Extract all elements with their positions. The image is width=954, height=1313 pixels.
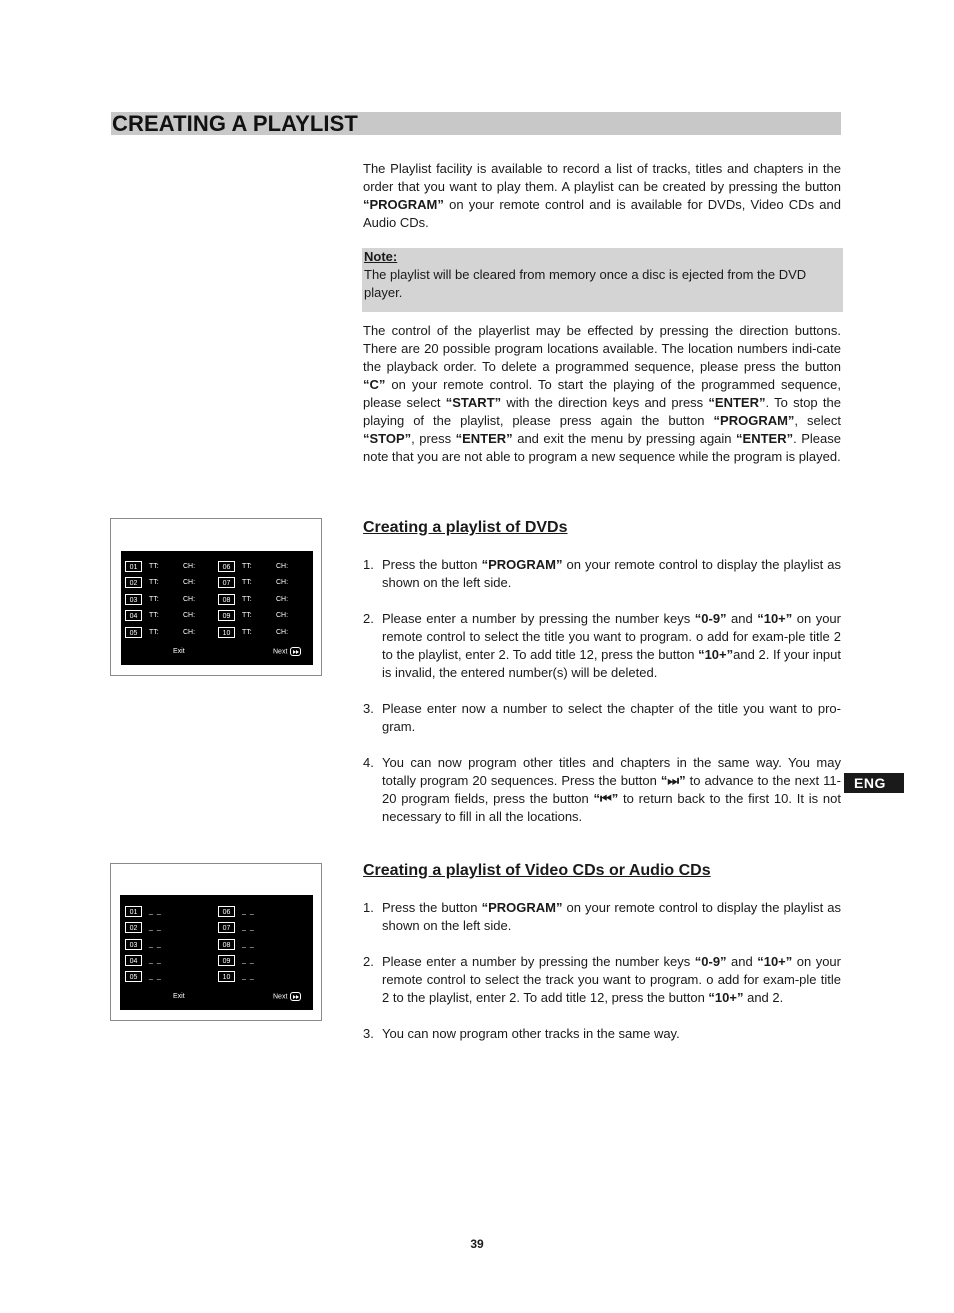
empty-entry: _ _ bbox=[149, 908, 162, 915]
vcd-step bbox=[363, 1025, 841, 1043]
step-term: “0-9” bbox=[694, 611, 727, 626]
tt-label: TT: bbox=[242, 579, 252, 586]
ch-label: CH: bbox=[183, 612, 196, 619]
control-term-c: “C” bbox=[363, 377, 386, 392]
control-text-1: The control of the playerlist may be effected by pressing the direction buttons. There are 20 possible program locations available. The location numbers indi-cate the playback order. To delete a programmed sequence, please press the button bbox=[363, 323, 841, 374]
control-text-6: , press bbox=[411, 431, 456, 446]
slot-number: 02 bbox=[125, 922, 142, 933]
step-term: “0-9” bbox=[694, 954, 727, 969]
next-icon bbox=[290, 647, 301, 656]
step-number: 3. bbox=[363, 1026, 374, 1041]
screen-next bbox=[273, 647, 301, 656]
ch-label: CH: bbox=[183, 629, 196, 636]
empty-entry: _ _ bbox=[242, 924, 255, 931]
dvd-step bbox=[363, 610, 841, 682]
slot-number: 01 bbox=[125, 906, 142, 917]
intro-text: The Playlist facility is available to record a list of tracks, titles and chapters in the order that you want to play them. A playlist can be created by pressing the button bbox=[363, 161, 841, 194]
dvd-playlist-screenshot bbox=[110, 518, 322, 676]
dvd-screen bbox=[121, 551, 313, 665]
screen-exit-label: Exit bbox=[173, 993, 185, 1000]
slot-number: 01 bbox=[125, 561, 142, 572]
intro-text-end: on your remote control and is available for DVDs, Video CDs and Audio CDs. bbox=[363, 197, 841, 230]
intro-paragraph bbox=[363, 160, 841, 232]
note-text: The playlist will be cleared from memory once a disc is ejected from the DVD player. bbox=[364, 267, 807, 300]
empty-entry: _ _ bbox=[149, 924, 162, 931]
step-text: Please enter a number by pressing the number keys bbox=[382, 611, 695, 626]
ch-label: CH: bbox=[183, 596, 196, 603]
control-term-stop: “STOP” bbox=[363, 431, 412, 446]
slot-number: 05 bbox=[125, 627, 142, 638]
tt-label: TT: bbox=[242, 629, 252, 636]
control-text-8: . Please note that you are not able to program a new sequence while the program is played. bbox=[363, 431, 841, 464]
ch-label: CH: bbox=[276, 612, 289, 619]
step-number: 3. bbox=[363, 701, 374, 716]
tt-label: TT: bbox=[242, 596, 252, 603]
title-bar bbox=[111, 112, 841, 135]
dvd-steps bbox=[363, 556, 841, 844]
step-text: on your remote control to display the playlist as shown on the left side. bbox=[382, 900, 841, 933]
ch-label: CH: bbox=[276, 579, 289, 586]
vcd-step bbox=[363, 953, 841, 1007]
step-number: 2. bbox=[363, 954, 374, 969]
step-term: “10+” bbox=[757, 954, 793, 969]
ch-label: CH: bbox=[276, 596, 289, 603]
empty-entry: _ _ bbox=[242, 941, 255, 948]
note-title: Note: bbox=[364, 249, 398, 264]
tt-label: TT: bbox=[242, 563, 252, 570]
tt-label: TT: bbox=[149, 596, 159, 603]
screen-exit-label: Exit bbox=[173, 648, 185, 655]
ch-label: CH: bbox=[183, 563, 196, 570]
slot-number: 06 bbox=[218, 561, 235, 572]
step-term: “⏭” bbox=[660, 773, 686, 788]
step-term: “PROGRAM” bbox=[481, 900, 563, 915]
control-paragraph bbox=[363, 322, 841, 466]
step-term: “10+” bbox=[757, 611, 793, 626]
step-text: and 2. bbox=[743, 990, 784, 1005]
control-text-3: with the direction keys and press bbox=[501, 395, 709, 410]
step-text: Press the button bbox=[382, 900, 482, 915]
step-text: and bbox=[726, 954, 758, 969]
ch-label: CH: bbox=[183, 579, 196, 586]
dvd-section-heading: Creating a playlist of DVDs bbox=[363, 519, 568, 536]
empty-entry: _ _ bbox=[242, 957, 255, 964]
language-tab: ENG bbox=[844, 773, 904, 793]
slot-number: 10 bbox=[218, 627, 235, 638]
tt-label: TT: bbox=[242, 612, 252, 619]
ch-label: CH: bbox=[276, 629, 289, 636]
slot-number: 08 bbox=[218, 939, 235, 950]
step-text: You can now program other tracks in the same way. bbox=[382, 1026, 680, 1041]
control-term-start: “START” bbox=[445, 395, 502, 410]
step-text: on your remote control to display the playlist as shown on the left side. bbox=[382, 557, 841, 590]
slot-number: 08 bbox=[218, 594, 235, 605]
dvd-step bbox=[363, 556, 841, 592]
next-icon bbox=[290, 992, 301, 1001]
slot-number: 09 bbox=[218, 955, 235, 966]
step-term: “⏮” bbox=[593, 791, 619, 806]
screen-next-label: Next bbox=[273, 648, 288, 656]
step-text: and 2. If your input is invalid, the entered number(s) will be deleted. bbox=[382, 647, 841, 680]
step-number: 1. bbox=[363, 557, 374, 572]
screen-next bbox=[273, 992, 301, 1001]
slot-number: 07 bbox=[218, 922, 235, 933]
vcd-screen bbox=[120, 895, 313, 1010]
slot-number: 10 bbox=[218, 971, 235, 982]
step-text: Please enter now a number to select the chapter of the title you want to pro-gram. bbox=[382, 701, 841, 734]
control-term-enter: “ENTER” bbox=[708, 395, 766, 410]
control-text-7: and exit the menu by pressing again bbox=[512, 431, 737, 446]
step-term: “10+” bbox=[698, 647, 734, 662]
tt-label: TT: bbox=[149, 612, 159, 619]
step-number: 1. bbox=[363, 900, 374, 915]
tt-label: TT: bbox=[149, 579, 159, 586]
empty-entry: _ _ bbox=[242, 973, 255, 980]
step-text: and bbox=[726, 611, 758, 626]
step-text: to advance to the next 11-20 program fields, press the button bbox=[382, 773, 841, 806]
step-text: Press the button bbox=[382, 557, 482, 572]
page-title: CREATING A PLAYLIST bbox=[112, 111, 358, 136]
slot-number: 07 bbox=[218, 577, 235, 588]
ch-label: CH: bbox=[276, 563, 289, 570]
control-term-enter-2: “ENTER” bbox=[455, 431, 513, 446]
slot-number: 03 bbox=[125, 594, 142, 605]
step-term: “10+” bbox=[708, 990, 744, 1005]
screen-next-label: Next bbox=[273, 993, 288, 1001]
tt-label: TT: bbox=[149, 629, 159, 636]
empty-entry: _ _ bbox=[149, 973, 162, 980]
control-text-2: on your remote control. To start the playing of the programmed sequence, please select bbox=[363, 377, 841, 410]
step-term: “PROGRAM” bbox=[481, 557, 563, 572]
slot-number: 04 bbox=[125, 610, 142, 621]
step-text: on your remote control to select the track you want to program. o add for exam-ple title 2 to the playlist, enter 2. To add title 12, press the button bbox=[382, 954, 841, 1005]
step-text: to return back to the first 10. It is not necessary to fill in all the locations. bbox=[382, 791, 841, 824]
tt-label: TT: bbox=[149, 563, 159, 570]
vcd-playlist-screenshot bbox=[110, 863, 322, 1021]
page-number: 39 bbox=[470, 1237, 484, 1251]
slot-number: 02 bbox=[125, 577, 142, 588]
slot-number: 04 bbox=[125, 955, 142, 966]
empty-entry: _ _ bbox=[149, 941, 162, 948]
step-text: Please enter a number by pressing the number keys bbox=[382, 954, 695, 969]
step-number: 2. bbox=[363, 611, 374, 626]
vcd-step bbox=[363, 899, 841, 935]
vcd-section-heading: Creating a playlist of Video CDs or Audio CDs bbox=[363, 862, 711, 879]
step-number: 4. bbox=[363, 755, 374, 770]
empty-entry: _ _ bbox=[242, 908, 255, 915]
note-box bbox=[362, 248, 843, 312]
control-text-5: , select bbox=[794, 413, 841, 428]
control-text-4: . To stop the playing of the playlist, please press again the button bbox=[363, 395, 841, 428]
step-text: on your remote control to select the title you want to program. o add for exam-ple title 2 to the playlist, enter 2. To add title 12, press the button bbox=[382, 611, 841, 662]
dvd-step bbox=[363, 754, 841, 826]
slot-number: 06 bbox=[218, 906, 235, 917]
dvd-step bbox=[363, 700, 841, 736]
control-term-program: “PROGRAM” bbox=[713, 413, 795, 428]
step-text: You can now program other titles and chapters in the same way. You may totally program 20 sequences. Press the button bbox=[382, 755, 841, 788]
control-term-enter-3: “ENTER” bbox=[736, 431, 794, 446]
empty-entry: _ _ bbox=[149, 957, 162, 964]
slot-number: 03 bbox=[125, 939, 142, 950]
slot-number: 09 bbox=[218, 610, 235, 621]
slot-number: 05 bbox=[125, 971, 142, 982]
vcd-steps bbox=[363, 899, 841, 1061]
intro-program-term: “PROGRAM” bbox=[363, 197, 444, 212]
